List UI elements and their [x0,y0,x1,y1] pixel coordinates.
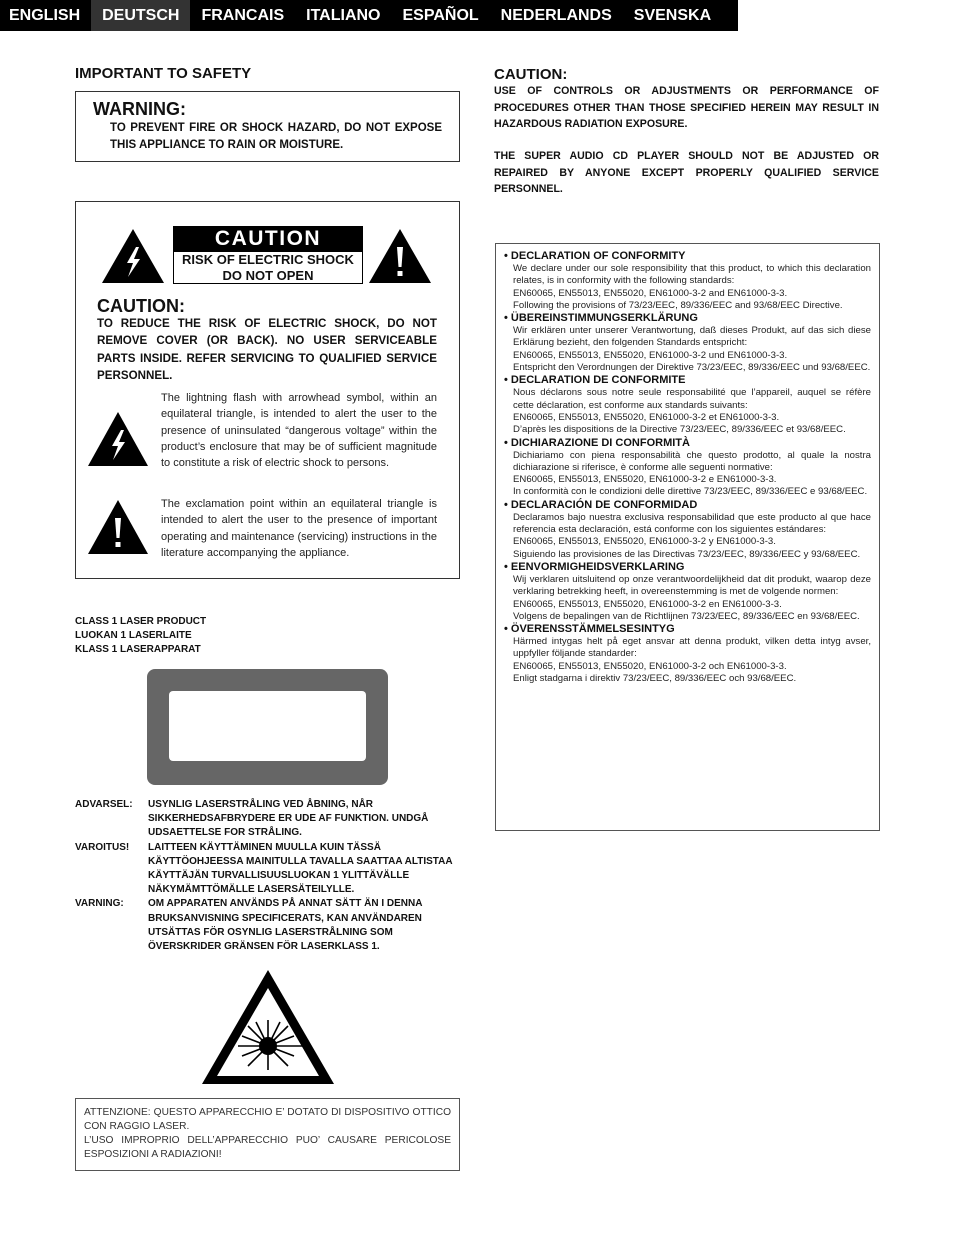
laser-warning-text: LAITTEEN KÄYTTÄMINEN MUULLA KUIN TÄSSÄ KÄYTTÖOHJEESSA MAINITULLA TAVALLA SAATTAA ALTISTAA KÄYTTÄJÄN TURVALLISUUSLUOKAN 1 YLITTÄVÄLLE NÄKYMÄMTTÖMÄLLE LASERSÄTEILYLLE. [148,841,453,896]
declaration-item [504,437,871,499]
laser-warning-text: USYNLIG LASERSTRÅLING VED ÅBNING, NÅR SIKKERHEDSAFBRYDERE ER UDE AF FUNKTION. UNDGÅ UDSAETTELSE FOR STRÅLING. [148,799,429,839]
laser-warning-label: VARNING: [75,898,124,910]
declaration-line: In conformità con le condizioni delle direttive 73/23/EEC, 89/336/EEC e 93/68/EEC. [513,486,868,498]
declaration-title: • DICHIARAZIONE DI CONFORMITÀ [504,436,690,449]
laser-radiation-icon [198,966,338,1088]
language-bar [0,0,738,31]
declaration-title: • DECLARATION DE CONFORMITE [504,374,686,387]
attention-text-2: L’USO IMPROPRIO DELL’APPARECCHIO PUO’ CAUSARE PERICOLOSE ESPOSIZIONI A RADIAZIONI! [84,1135,451,1160]
laser-line: LUOKAN 1 LASERLAITE [75,630,192,641]
laser-line: KLASS 1 LASERAPPARAT [75,644,201,655]
caution-label [173,226,363,284]
declaration-line: Nous déclarons sous notre seule responsabilité que l’appareil, auquel se réfère cette déclaration, est conforme aux standards suivants: [513,387,871,411]
caution-label-line1: RISK OF ELECTRIC SHOCK [182,252,354,267]
exclamation-symbol-icon [86,498,150,556]
declaration-line: Following the provisions of 73/23/EEC, 89/336/EEC and 93/68/EEC Directive. [513,299,843,311]
exclamation-description: The exclamation point within an equilateral triangle is intended to alert the user to the presence of important operating and maintenance (servicing) instructions in the literature accompanying the appliance. [161,498,437,559]
declaration-title: • DECLARACIÓN DE CONFORMIDAD [504,498,698,511]
declaration-item [504,561,871,623]
caution-text: TO REDUCE THE RISK OF ELECTRIC SHOCK, DO NOT REMOVE COVER (OR BACK). NO USER SERVICEABLE PARTS INSIDE. REFER SERVICING TO QUALIFIED SERVICE PERSONNEL. [97,317,437,382]
laser-label-blank [169,691,366,761]
declaration-title: • ÖVERENSSTÄMMELSESINTYG [504,623,675,636]
lightning-description: The lightning flash with arrowhead symbol, within an equilateral triangle, is intended to alert the user to the presence of uninsulated “dangerous voltage” within the product’s enclosure that may be of sufficient magnitude to constitute a risk of electric shock to persons. [161,392,437,470]
declarations-list [504,250,871,685]
declaration-line: EN60065, EN55013, EN55020, EN61000-3-2 och EN61000-3-3. [513,660,787,672]
warning-text: TO PREVENT FIRE OR SHOCK HAZARD, DO NOT EXPOSE THIS APPLIANCE TO RAIN OR MOISTURE. [110,122,442,151]
declaration-item [504,250,871,312]
declaration-line: Volgens de bepalingen van de Richtlijnen 73/23/EEC, 89/336/EEC en 93/68/EEC. [513,610,860,622]
caution-label-line2: DO NOT OPEN [222,268,314,283]
declaration-line: Declaramos bajo nuestra exclusiva responsabilidad que este producto al que hace referencia esta declaración, está conforme con los siguientes estándares: [513,511,871,536]
caution-title: CAUTION: [97,296,185,316]
declaration-line: Wir erklären unter unserer Verantwortung, daß dieses Produkt, auf das sich diese Erklärung bezieht, den folgenden Standards entspricht: [513,325,871,349]
declaration-title: • DECLARATION OF CONFORMITY [504,250,686,262]
safety-heading: IMPORTANT TO SAFETY [75,65,252,82]
attention-text-1: ATTENZIONE: QUESTO APPARECCHIO E’ DOTATO DI DISPOSITIVO OTTICO CON RAGGIO LASER. [84,1107,451,1132]
lang-tab-italiano[interactable]: ITALIANO [306,7,381,24]
laser-warnings [75,798,460,954]
laser-warning-row [75,798,460,841]
warning-title: WARNING: [93,99,186,119]
declaration-item [504,499,871,561]
lang-tab-espanol[interactable]: ESPAÑOL [402,7,479,24]
declaration-line: Dichiariamo con piena responsabilità che questo prodotto, al quale la nostra dichiarazione si riferisce, è conforme alle seguenti normative: [513,449,871,473]
laser-warning-label: VAROITUS! [75,841,130,853]
warning-box [75,91,460,162]
lang-tab-english[interactable]: ENGLISH [9,7,81,24]
right-caution-text-1: USE OF CONTROLS OR ADJUSTMENTS OR PERFORMANCE OF PROCEDURES OTHER THAN THOSE SPECIFIED HEREIN MAY RESULT IN HAZARDOUS RADIATION EXPOSURE. [494,85,879,131]
declaration-title: • ÜBEREINSTIMMUNGSERKLÄRUNG [504,312,698,325]
declaration-item [504,374,871,436]
declaration-line: Siguiendo las provisiones de las Directivas 73/23/EEC, 89/336/EEC y 93/68/EEC. [513,548,861,560]
declaration-line: EN60065, EN55013, EN55020, EN61000-3-2 und EN61000-3-3. [513,349,788,361]
caution-label-title: CAUTION [174,227,362,252]
laser-warning-row [75,897,460,954]
declaration-line: EN60065, EN55013, EN55020, EN61000-3-2 en EN61000-3-3. [513,598,782,610]
declaration-line: Entspricht den Verordnungen der Direktive 73/23/EEC, 89/336/EEC und 93/68/EEC. [513,362,871,374]
lang-tab-francais[interactable]: FRANCAIS [201,7,285,24]
laser-label-frame [147,669,388,785]
declaration-line: Härmed intygas helt på eget ansvar att denna produkt, vilken detta intyg avser, uppfyller följande standarder: [513,636,871,660]
attention-box [75,1098,460,1171]
laser-warning-row [75,841,460,898]
lightning-warning-icon [100,227,166,285]
declaration-line: Wij verklaren uitsluitend op onze verantwoordelijkheid dat dit produkt, waarop deze verklaring betrekking heeft, in overeenstemming is met de volgende normen: [513,573,871,598]
declaration-item [504,312,871,374]
right-caution-text-2: THE SUPER AUDIO CD PLAYER SHOULD NOT BE ADJUSTED OR REPAIRED BY ANYONE EXCEPT PROPERLY QUALIFIED SERVICE PERSONNEL. [494,150,879,196]
declarations-box [495,243,880,831]
laser-class-lines [75,615,206,657]
lang-tab-deutsch[interactable]: DEUTSCH [91,0,190,31]
lang-tab-nederlands[interactable]: NEDERLANDS [500,7,612,24]
declaration-line: EN60065, EN55013, EN55020, EN61000-3-2 y EN61000-3-3. [513,536,776,548]
declaration-item [504,623,871,685]
declaration-line: Enligt stadgarna i direktiv 73/23/EEC, 89/336/EEC och 93/68/EEC. [513,673,797,685]
laser-warning-label: ADVARSEL: [75,799,133,810]
declaration-line: EN60065, EN55013, EN55020, EN61000-3-2 et EN61000-3-3. [513,411,780,423]
exclamation-warning-icon [367,227,433,285]
lang-tab-svenska[interactable]: SVENSKA [633,7,712,24]
lightning-symbol-icon [86,410,150,468]
right-caution-title: CAUTION: [494,66,568,83]
laser-line: CLASS 1 LASER PRODUCT [75,616,207,627]
laser-warning-text: OM APPARATEN ANVÄNDS PÅ ANNAT SÄTT ÄN I DENNA BRUKSANVISNING SPECIFICERATS, KAN ANVÄNDAREN UTSÄTTAS FÖR OSYNLIG LASERSTRÅLNING SOM ÖVERSKRIDER GRÄNSEN FÖR LASERKLASS 1. [148,898,423,953]
declaration-line: EN60065, EN55013, EN55020, EN61000-3-2 e EN61000-3-3. [513,474,777,486]
declaration-title: • EENVORMIGHEIDSVERKLARING [504,560,685,573]
declaration-line: D’après les dispositions de la Directive 73/23/EEC, 89/336/EEC et 93/68/EEC. [513,424,846,436]
declaration-line: We declare under our sole responsibility that this product, to which this declaration relates, is in conformity with the following standards: [513,263,871,287]
declaration-line: EN60065, EN55013, EN55020, EN61000-3-2 and EN61000-3-3. [513,287,788,299]
